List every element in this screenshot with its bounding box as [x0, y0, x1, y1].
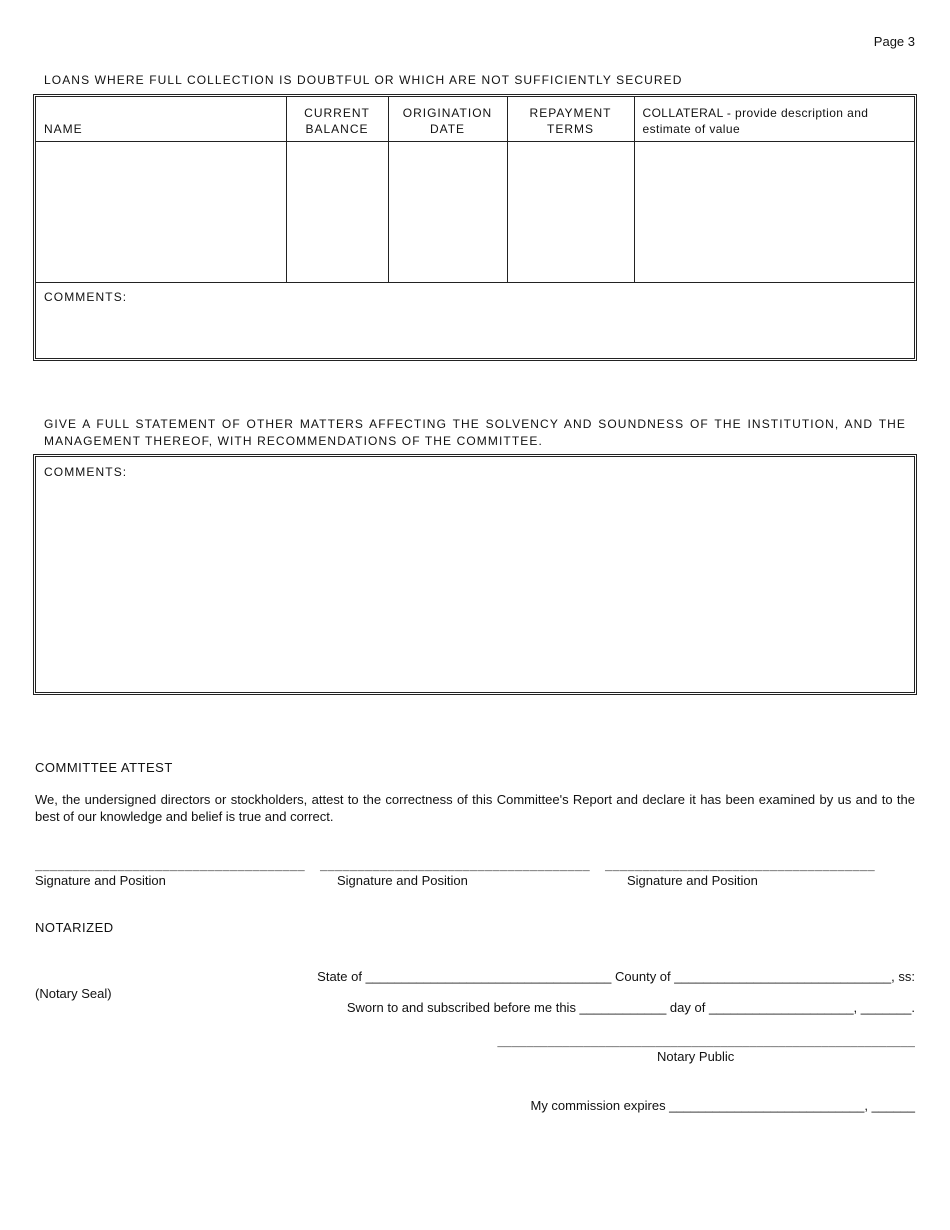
notary-public-signature-line[interactable]: __________________________________________________________	[497, 1036, 915, 1050]
loans-comments-field[interactable]	[36, 283, 914, 358]
sworn-subscribed-line[interactable]: Sworn to and subscribed before me this ____________ day of ____________________, _______.	[346, 1000, 915, 1015]
notary-public-label: Notary Public	[657, 1049, 735, 1064]
state-county-line[interactable]: State of __________________________________ County of ______________________________, ss:	[317, 969, 915, 984]
loans-comments-label: COMMENTS:	[44, 290, 128, 304]
loans-table	[36, 97, 914, 283]
repayment-terms-entry-cell[interactable]	[507, 142, 634, 283]
loans-table-box	[33, 94, 917, 361]
column-header-origination-date: ORIGINATION DATE	[388, 97, 507, 142]
origination-date-entry-cell[interactable]	[388, 142, 507, 283]
signature-label-3: Signature and Position	[627, 873, 758, 888]
current-balance-entry-cell[interactable]	[286, 142, 388, 283]
signature-line-3[interactable]: ____________________________________	[605, 860, 876, 874]
commission-expires-line[interactable]: My commission expires ___________________________, ______	[530, 1098, 915, 1113]
signature-line-2[interactable]: ____________________________________	[320, 860, 591, 874]
loans-section-title: LOANS WHERE FULL COLLECTION IS DOUBTFUL OR WHICH ARE NOT SUFFICIENTLY SECURED	[44, 73, 683, 87]
committee-attest-heading: COMMITTEE ATTEST	[35, 760, 173, 775]
loans-table-header-row	[36, 97, 914, 142]
signature-line-1[interactable]: ____________________________________	[35, 860, 306, 874]
column-header-collateral: COLLATERAL - provide description and estimate of value	[634, 97, 914, 142]
notary-seal-label: (Notary Seal)	[35, 986, 112, 1001]
page-number: Page 3	[873, 34, 915, 49]
name-entry-cell[interactable]	[36, 142, 286, 283]
notarized-heading: NOTARIZED	[35, 920, 114, 935]
column-header-repayment-terms: REPAYMENT TERMS	[507, 97, 634, 142]
loans-table-entry-row	[36, 142, 914, 283]
column-header-current-balance: CURRENT BALANCE	[286, 97, 388, 142]
signature-label-2: Signature and Position	[337, 873, 468, 888]
other-matters-comments-field[interactable]	[33, 454, 917, 695]
signature-label-1: Signature and Position	[35, 873, 166, 888]
other-matters-comments-label: COMMENTS:	[44, 465, 128, 479]
collateral-entry-cell[interactable]	[634, 142, 914, 283]
attest-statement: We, the undersigned directors or stockholders, attest to the correctness of this Committee's Report and declare it has been examined by us and to the best of our knowledge and belief is true and correct.	[35, 792, 915, 824]
column-header-name: NAME	[36, 97, 286, 142]
other-matters-section-title: GIVE A FULL STATEMENT OF OTHER MATTERS AFFECTING THE SOLVENCY AND SOUNDNESS OF THE INSTITUTION, AND THE MANAGEMENT THEREOF, WITH RECOMMENDATIONS OF THE COMMITTEE.	[44, 417, 906, 448]
